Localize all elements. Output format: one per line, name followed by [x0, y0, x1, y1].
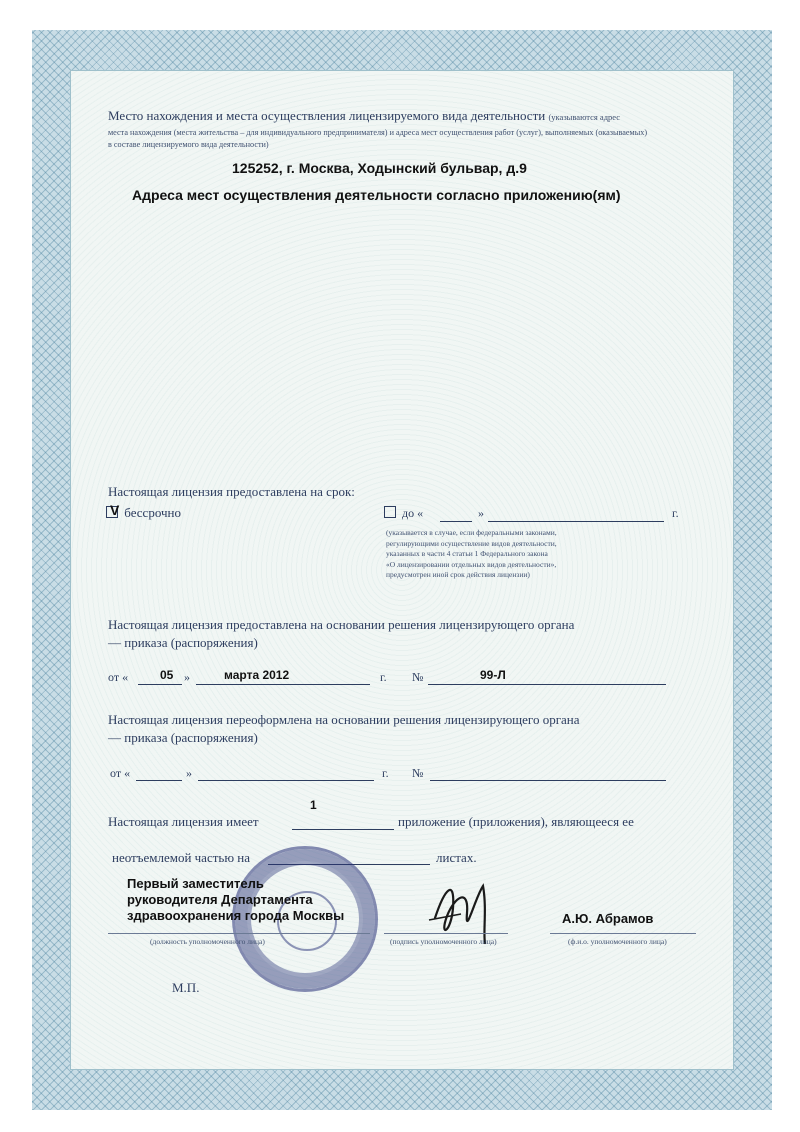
reissue-line-1: Настоящая лицензия переоформлена на основании решения лицензирующего органа [108, 712, 580, 727]
term-note-2: регулирующими осуществление видов деятельности, [386, 538, 557, 548]
grant-line-2: — приказа (распоряжения) [108, 635, 258, 650]
name-underline [550, 933, 696, 934]
signer-position [127, 876, 344, 924]
grant-line-1: Настоящая лицензия предоставлена на основании решения лицензирующего органа [108, 617, 575, 632]
term-note [386, 528, 636, 581]
grant-month-year: марта 2012 [224, 668, 290, 682]
appendix-prefix: Настоящая лицензия имеет [108, 814, 259, 829]
handwritten-signature [425, 868, 495, 948]
grant-month-line [196, 684, 370, 685]
reissue-month-line [198, 780, 374, 781]
term-indefinite [106, 502, 181, 521]
position-underline [108, 933, 370, 934]
position-line-1: Первый заместитель [127, 876, 264, 891]
until-year-suffix: г. [672, 506, 679, 520]
check-mark: V [110, 502, 120, 518]
appendix-count-line [292, 829, 394, 830]
reissue-from-label: от « [110, 766, 131, 780]
caption-signature: (подпись уполномоченного лица) [390, 937, 497, 946]
until-month-line [488, 521, 664, 522]
until-label: до « [402, 506, 424, 520]
until-checkbox [384, 506, 396, 518]
appendix-line2-prefix: неотъемлемой частью на [112, 850, 251, 865]
signer-name: А.Ю. Абрамов [562, 911, 654, 926]
caption-position: (должность уполномоченного лица) [150, 937, 265, 946]
reissue-close-quote: » [186, 766, 192, 780]
appendix-line2-suffix: листах. [436, 850, 477, 865]
address-heading [108, 108, 698, 125]
addresses-note: Адреса мест осуществления деятельности согласно приложению(ям) [132, 187, 621, 203]
term-note-1: (указывается в случае, если федеральными законами, [386, 528, 557, 537]
term-note-4: «О лицензировании отдельных видов деятельности», [386, 559, 557, 569]
reissue-year-suffix: г. [382, 766, 389, 780]
until-close-quote: » [478, 506, 484, 520]
appendix-count: 1 [310, 798, 317, 812]
grant-year-suffix: г. [380, 670, 387, 684]
grant-number-line [428, 684, 666, 685]
appendix-suffix: приложение (приложения), являющееся ее [398, 814, 634, 829]
grant-day: 05 [160, 668, 174, 682]
address-note-2: места нахождения (места жительства – для индивидуального предпринимателя) и адреса мест осуществления работ (услуг), выполняемых (оказываемых) [108, 128, 648, 137]
grant-number: 99-Л [480, 668, 506, 682]
indefinite-label: бессрочно [124, 505, 181, 520]
caption-name: (ф.и.о. уполномоченного лица) [568, 937, 667, 946]
term-note-5: предусмотрен иной срок действия лицензии) [386, 570, 530, 579]
term-note-3: указанных в части 4 статьи 1 Федерального закона [386, 549, 548, 558]
reissue-number-line [430, 780, 666, 781]
grant-from-label: от « [108, 670, 129, 684]
term-until [384, 506, 423, 521]
license-address: 125252, г. Москва, Ходынский бульвар, д.9 [232, 160, 527, 176]
address-note-1: (указываются адрес [548, 112, 621, 122]
seal-label: М.П. [172, 980, 200, 995]
address-note-3: в составе лицензируемого вида деятельности) [108, 140, 269, 149]
term-title: Настоящая лицензия предоставлена на срок: [108, 484, 355, 499]
address-title: Место нахождения и места осуществления лицензируемого вида деятельности [108, 108, 546, 123]
until-day-line [440, 521, 472, 522]
grant-number-label: № [412, 670, 424, 684]
grant-day-line [138, 684, 182, 685]
reissue-number-label: № [412, 766, 424, 780]
reissue-day-line [136, 780, 182, 781]
position-line-3: здравоохранения города Москвы [127, 908, 345, 923]
signature-underline [384, 933, 508, 934]
position-line-2: руководителя Департамента [127, 892, 313, 907]
reissue-line-2: — приказа (распоряжения) [108, 730, 258, 745]
grant-close-quote: » [184, 670, 190, 684]
